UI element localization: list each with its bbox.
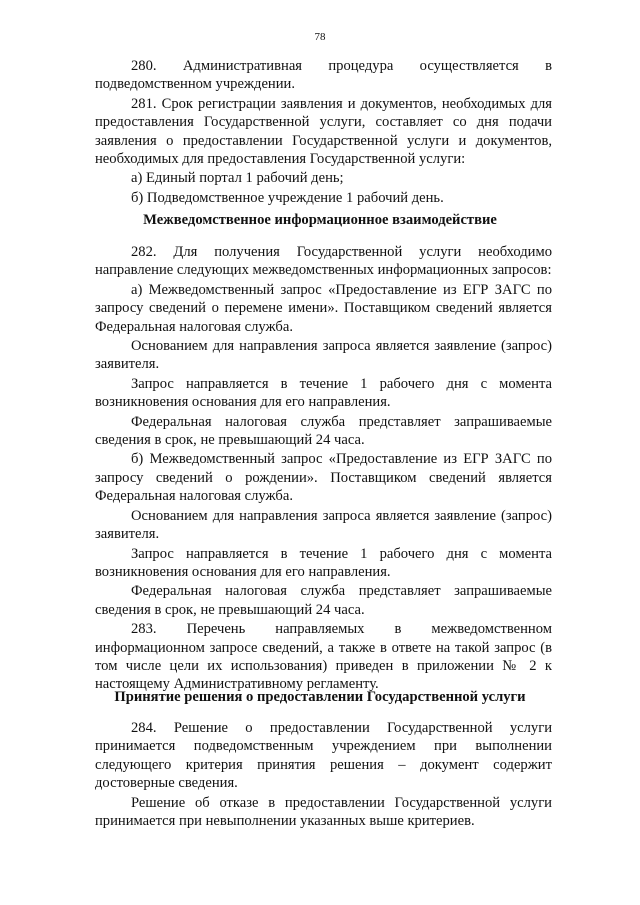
refusal-paragraph: Решение об отказе в предоставлении Государственной услуги принимается при невыполнении указанных выше критериев.	[95, 794, 552, 830]
section-interagency	[95, 243, 552, 694]
section-decision	[95, 719, 552, 830]
request-a-timing: Запрос направляется в течение 1 рабочего дня с момента возникновения основания для его направления.	[95, 375, 552, 411]
request-a: а) Межведомственный запрос «Предоставление из ЕГР ЗАГС по запросу сведений о перемене имени». Поставщиком сведений является Федеральная налоговая служба.	[95, 281, 552, 335]
section-heading-decision: Принятие решения о предоставлении Государственной услуги	[114, 689, 526, 705]
request-a-basis: Основанием для направления запроса является заявление (запрос) заявителя.	[95, 338, 552, 373]
paragraph-282: 282. Для получения Государственной услуги необходимо направление следующих межведомственных информационных запросов:	[95, 244, 552, 279]
paragraph-284: 284. Решение о предоставлении Государственной услуги принимается подведомственным учреждением при выполнении следующего критерия принятия решения – документ содержит достоверные сведения.	[95, 720, 552, 792]
list-item-b: б) Подведомственное учреждение 1 рабочий день.	[131, 189, 444, 206]
list-item-a: а) Единый портал 1 рабочий день;	[131, 170, 344, 187]
section-procedure	[95, 57, 552, 207]
request-b-basis: Основанием для направления запроса является заявление (запрос) заявителя.	[95, 507, 552, 543]
request-b-timing: Запрос направляется в течение 1 рабочего дня с момента возникновения основания для его направления.	[95, 545, 552, 580]
paragraph-283: 283. Перечень направляемых в межведомственном информационном запросе сведений, а также в ответе на такой запрос (в том числе цели их использования) приведен в приложении № 2 к настоящему Административному регламенту.	[95, 621, 552, 693]
request-b-response: Федеральная налоговая служба представляет запрашиваемые сведения в срок, не превышающий 24 часа.	[95, 583, 552, 618]
paragraph-281: 281. Срок регистрации заявления и документов, необходимых для предоставления Государственной услуги, составляет со дня подачи заявления о предоставлении Государственной услуги и документов, необходимых для предоставления Государственной услуги:	[95, 95, 552, 168]
request-a-response: Федеральная налоговая служба представляет запрашиваемые сведения в срок, не превышающий 24 часа.	[95, 413, 552, 449]
paragraph-280: 280. Административная процедура осуществляется в подведомственном учреждении.	[95, 58, 552, 93]
section-heading-interagency: Межведомственное информационное взаимодействие	[143, 212, 497, 228]
page-number: 78	[314, 31, 326, 43]
request-b: б) Межведомственный запрос «Предоставление из ЕГР ЗАГС по запросу сведений о рождении». Поставщиком сведений является Федеральная налоговая служба.	[95, 451, 552, 505]
